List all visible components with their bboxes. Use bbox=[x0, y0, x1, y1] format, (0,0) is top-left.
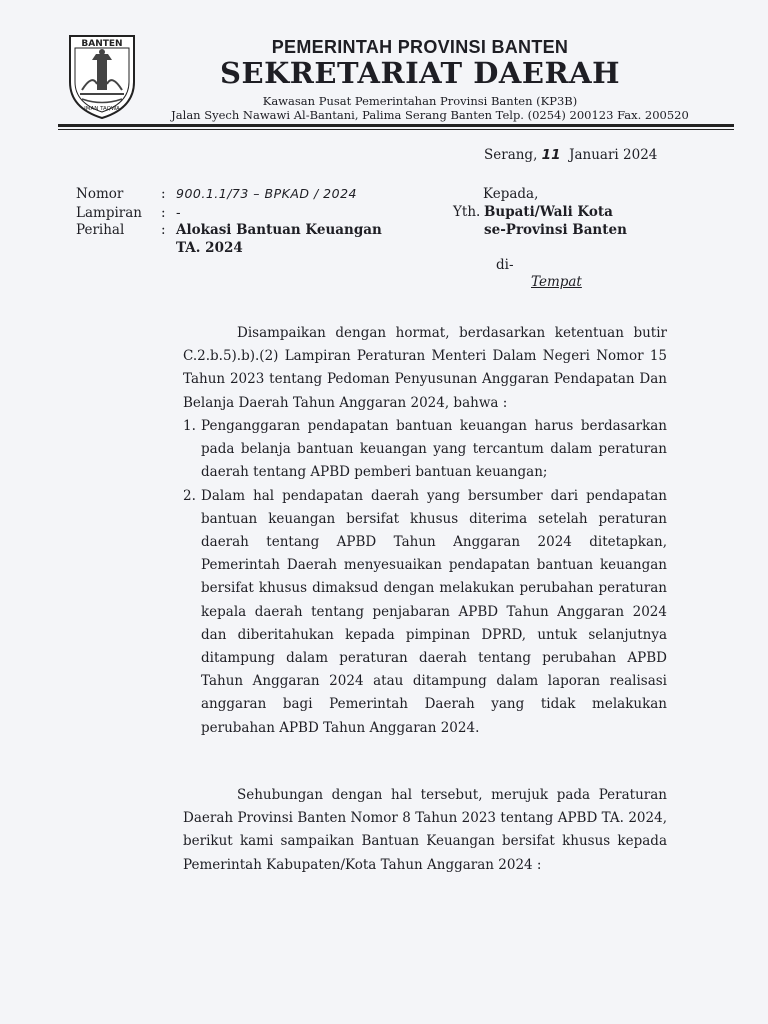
provisions-list bbox=[183, 415, 667, 740]
recipient-name-line2: se-Provinsi Banten bbox=[484, 222, 627, 238]
emblem-text-top: BANTEN bbox=[81, 39, 123, 49]
lampiran-value: - bbox=[176, 205, 181, 221]
office-name: SEKRETARIAT DAERAH bbox=[220, 56, 620, 90]
recipient-yth: Yth. bbox=[453, 204, 481, 220]
letter-page: BANTEN IMAN TAQWA PEMERINTAH PROVINSI BANTEN SEKRETARIAT DAERAH Kawasan Pusat Pemerintahan Provinsi Banten (KP3B) Jalan Syech Nawawi Al-Bantani, Palima Serang Banten Telp. (0254) 200123 Fax. 200520 Serang, 11 Januari 2024 Nomor : 900.1.1/73 – BPKAD / 2024 Lampiran : - Perihal : Alokasi Bantuan Keuangan TA. 2024 Kepada, Yth. Bupati/Wali Kota se-Provinsi Banten di- Tempat Disampaikan dengan hormat, berdasarkan ketentuan butir C.2.b.5).b).(2) Lampiran Peraturan Menteri Dalam Negeri Nomor 15 Tahun 2023 tentang Pedoman Penyusunan Anggaran Pendapatan Dan Belanja Daerah Tahun Anggaran 2024, bahwa : 1. Penganggaran pendapatan bantuan keuangan harus berdasarkan pada belanja bantuan keuangan yang tercantum dalam peraturan daerah tentang APBD pemberi bantuan keuangan; 2. Dalam hal pendapatan daerah yang bersumber dari pendapatan bantuan keuangan bersifat khusus diterima setelah peraturan daerah tentang APBD Tahun Anggaran 2024 ditetapkan, Pemerintah Daerah menyesuaikan pendapatan bantuan keuangan bersifat khusus dimaksud dengan melakukan perubahan peraturan kepala daerah tentang penjabaran APBD Tahun Anggaran 2024 dan diberitahukan kepada pimpinan DPRD, untuk selanjutnya ditampung dalam peraturan daerah tentang perubahan APBD Tahun Anggaran 2024 atau ditampung dalam laporan realisasi anggaran bagi Pemerintah Daerah yang tidak melakukan perubahan APBD Tahun Anggaran 2024. Sehubungan dengan hal tersebut, merujuk pada Peraturan Daerah Provinsi Banten Nomor 8 Tahun 2023 tentang APBD TA. 2024, berikut kami sampaikan Bantuan Keuangan bersifat khusus kepada Pemerintah Kabupaten/Kota Tahun Anggaran 2024 : bbox=[0, 0, 768, 1024]
letterhead-rule-thick bbox=[58, 124, 734, 127]
banten-emblem-icon bbox=[62, 26, 142, 122]
nomor-value: 900.1.1/73 – BPKAD / 2024 bbox=[176, 186, 357, 201]
recipient-name-line1: Bupati/Wali Kota bbox=[484, 204, 613, 220]
closing-text: Sehubungan dengan hal tersebut, merujuk pada Peraturan Daerah Provinsi Banten Nomor 8 Tahun 2023 tentang APBD TA. 2024, berikut kami sampaikan Bantuan Keuangan bersifat khusus kepada Pemerintah Kabupaten/Kota Tahun Anggaran 2024 : bbox=[183, 787, 667, 873]
address-line-1: Kawasan Pusat Pemerintahan Provinsi Banten (KP3B) bbox=[262, 94, 578, 108]
list-item-number: 2. bbox=[183, 487, 196, 504]
list-item-number: 1. bbox=[183, 418, 196, 434]
perihal-value-line1: Alokasi Bantuan Keuangan bbox=[176, 222, 382, 238]
lampiran-label: Lampiran bbox=[76, 205, 142, 221]
letterhead-rule-thin bbox=[58, 129, 734, 130]
recipient-di: di- bbox=[496, 257, 514, 273]
intro-paragraph bbox=[183, 322, 667, 415]
emblem-text-bottom: IMAN TAQWA bbox=[84, 106, 120, 112]
list-item-text: Penganggaran pendapatan bantuan keuangan harus berdasarkan pada belanja bantuan keuangan yang tercantum dalam peraturan daerah tentang APBD pemberi bantuan keuangan; bbox=[201, 418, 667, 481]
intro-text: Disampaikan dengan hormat, berdasarkan ketentuan butir C.2.b.5).b).(2) Lampiran Peraturan Menteri Dalam Negeri Nomor 15 Tahun 2023 tentang Pedoman Penyusunan Anggaran Pendapatan Dan Belanja Daerah Tahun Anggaran 2024, bahwa : bbox=[183, 325, 667, 411]
date-day: 11 bbox=[541, 147, 561, 163]
recipient-tempat: Tempat bbox=[531, 274, 582, 290]
list-item bbox=[183, 415, 667, 485]
closing-paragraph bbox=[183, 784, 667, 877]
letter-date bbox=[484, 147, 657, 163]
list-item bbox=[183, 485, 667, 740]
nomor-label: Nomor bbox=[76, 186, 124, 202]
government-name: PEMERINTAH PROVINSI BANTEN bbox=[271, 37, 569, 57]
date-city: Serang, bbox=[484, 147, 538, 163]
list-item-text: Dalam hal pendapatan daerah yang bersumber dari pendapatan bantuan keuangan bersifat khusus diterima setelah peraturan daerah tentang APBD Tahun Anggaran 2024 ditetapkan, Pemerintah Daerah menyesuaikan pendapatan bantuan keuangan bersifat khusus dimaksud dengan melakukan perubahan peraturan kepala daerah tentang penjabaran APBD Tahun Anggaran 2024 dan diberitahukan kepada pimpinan DPRD, untuk selanjutnya ditampung dalam peraturan daerah tentang perubahan APBD Tahun Anggaran 2024 atau ditampung dalam laporan realisasi anggaran bagi Pemerintah Daerah yang tidak melakukan perubahan APBD Tahun Anggaran 2024. bbox=[201, 487, 667, 736]
perihal-value-line2: TA. 2024 bbox=[176, 240, 243, 256]
address-line-2: Jalan Syech Nawawi Al-Bantani, Palima Serang Banten Telp. (0254) 200123 Fax. 200520 bbox=[171, 108, 689, 122]
recipient-kepada: Kepada, bbox=[483, 186, 539, 202]
perihal-label: Perihal bbox=[76, 222, 125, 238]
date-month-year: Januari 2024 bbox=[569, 147, 658, 163]
